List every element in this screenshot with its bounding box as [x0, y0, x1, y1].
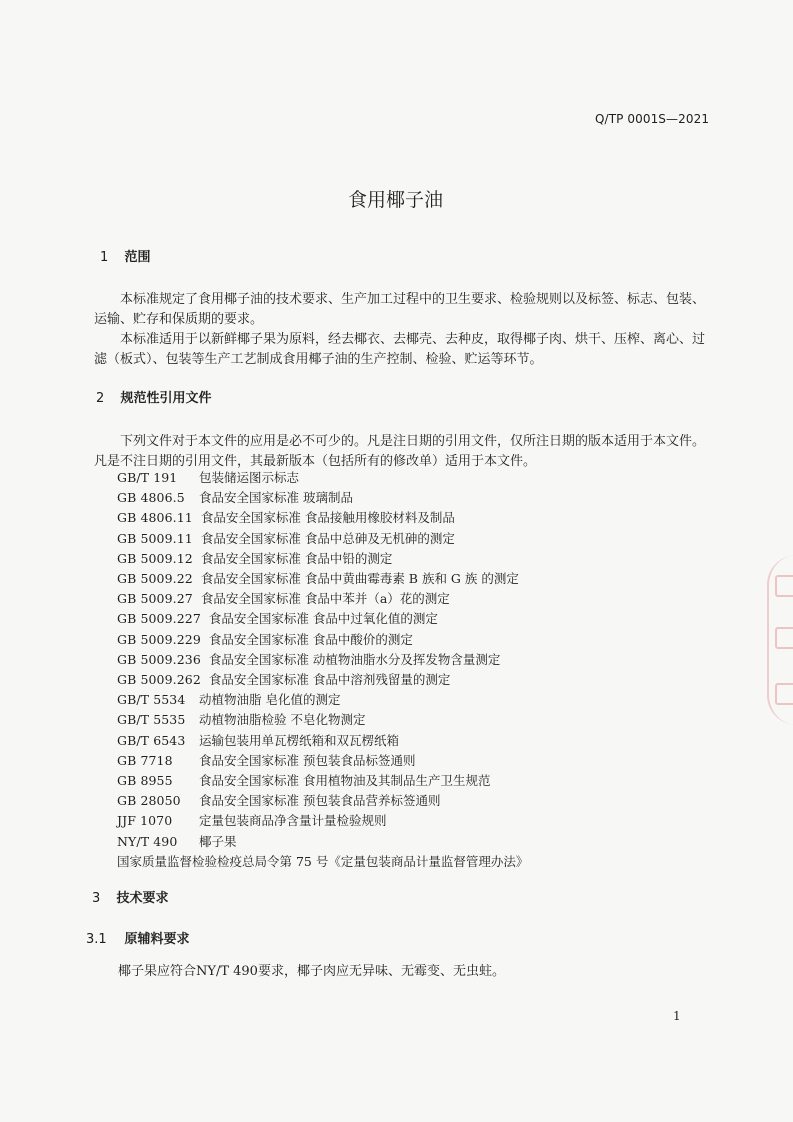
reference-code: GB 5009.12 — [117, 550, 193, 566]
reference-code: GB/T 191 — [117, 470, 178, 485]
section-title: 规范性引用文件 — [120, 391, 212, 406]
section-number: 3 — [92, 891, 101, 906]
reference-title: 运输包装用单瓦楞纸箱和双瓦楞纸箱 — [199, 732, 400, 748]
reference-code: GB/T 5534 — [117, 692, 186, 708]
reference-code: GB 5009.22 — [117, 571, 193, 587]
reference-item — [117, 731, 528, 751]
section-number: 1 — [100, 250, 109, 265]
reference-item — [117, 488, 528, 508]
reference-code: GB 8955 — [117, 773, 173, 789]
reference-code: GB 5009.11 — [117, 530, 193, 546]
reference-code: NY/T 490 — [117, 833, 178, 849]
reference-title: 定量包装商品净含量计量检验规则 — [199, 813, 387, 829]
reference-title: 食品安全国家标准 食品中苯并（a）花的测定 — [200, 591, 450, 607]
reference-item — [117, 589, 528, 609]
reference-title: 动植物油脂检验 不皂化物测定 — [199, 712, 366, 728]
reference-item — [117, 468, 528, 488]
reference-code: JJF 1070 — [117, 813, 173, 829]
section-title: 范围 — [124, 250, 151, 265]
reference-title: 包装储运图示标志 — [199, 470, 300, 485]
reference-title: 食品安全国家标准 食品中总砷及无机砷的测定 — [200, 530, 455, 546]
reference-title: 食品安全国家标准 食品中溶剂残留量的测定 — [208, 672, 451, 688]
reference-item — [117, 791, 528, 811]
reference-code: GB 5009.229 — [117, 631, 201, 647]
stamp-mark — [775, 627, 793, 649]
page-number: 1 — [673, 1009, 681, 1023]
reference-item — [117, 832, 528, 852]
reference-code: GB 7718 — [117, 752, 173, 768]
reference-item — [117, 670, 528, 690]
reference-extra: 国家质量监督检验检疫总局令第 75 号《定量包装商品计量监督管理办法》 — [117, 853, 529, 869]
reference-title: 食品安全国家标准 食品中酸价的测定 — [208, 631, 413, 647]
reference-item — [117, 811, 528, 831]
section-heading-technical — [92, 887, 169, 906]
reference-code: GB 5009.262 — [117, 672, 201, 688]
subsection-title: 原辅料要求 — [124, 932, 190, 947]
reference-title: 食品安全国家标准 玻璃制品 — [199, 490, 353, 506]
reference-title: 食品安全国家标准 预包装食品营养标签通则 — [199, 793, 441, 809]
reference-code: GB 28050 — [117, 793, 181, 809]
references-intro: 下列文件对于本文件的应用是必不可少的。凡是注日期的引用文件，仅所注日期的版本适用于本文件。凡是不注日期的引用文件，其最新版本（包括所有的修改单）适用于本文件。 — [94, 434, 706, 469]
reference-item — [117, 549, 528, 569]
reference-list — [117, 468, 528, 872]
scope-paragraph-1: 本标准规定了食用椰子油的技术要求、生产加工过程中的卫生要求、检验规则以及标签、标志、包装、运输、贮存和保质期的要求。 — [94, 292, 706, 327]
section-heading-scope — [100, 246, 151, 265]
reference-title: 食品安全国家标准 食品中黄曲霉毒素 B 族和 G 族 的测定 — [200, 571, 519, 587]
reference-title: 动植物油脂 皂化值的测定 — [199, 692, 341, 708]
subsection-number: 3.1 — [86, 932, 107, 947]
reference-item — [117, 569, 528, 589]
section-title: 技术要求 — [116, 891, 169, 906]
section-number: 2 — [96, 391, 105, 406]
reference-title: 食品安全国家标准 动植物油脂水分及挥发物含量测定 — [208, 651, 501, 667]
reference-item — [117, 508, 528, 528]
scope-paragraph-2: 本标准适用于以新鲜椰子果为原料，经去椰衣、去椰壳、去种皮，取得椰子肉、烘干、压榨、离心、过滤（板式）、包装等生产工艺制成食用椰子油的生产控制、检验、贮运等环节。 — [94, 332, 706, 367]
standard-code: Q/TP 0001S—2021 — [595, 112, 710, 126]
reference-title: 食品安全国家标准 食用植物油及其制品生产卫生规范 — [199, 773, 491, 789]
reference-code: GB 5009.227 — [117, 611, 201, 627]
reference-title: 食品安全国家标准 食品中铅的测定 — [200, 550, 393, 566]
reference-code: GB 4806.11 — [117, 510, 193, 526]
reference-item — [117, 751, 528, 771]
seal-stamp — [767, 555, 793, 725]
reference-code: GB 4806.5 — [117, 490, 185, 506]
reference-title: 椰子果 — [199, 833, 237, 849]
reference-title: 食品安全国家标准 预包装食品标签通则 — [199, 752, 416, 768]
reference-title: 食品安全国家标准 食品接触用橡胶材料及制品 — [200, 510, 455, 526]
subsection-heading-materials — [86, 928, 190, 947]
reference-code: GB 5009.27 — [117, 591, 193, 607]
reference-item — [117, 609, 528, 629]
reference-code: GB/T 5535 — [117, 712, 186, 728]
materials-paragraph: 椰子果应符合NY/T 490要求，椰子肉应无异味、无霉变、无虫蛀。 — [118, 964, 505, 979]
reference-code: GB 5009.236 — [117, 651, 201, 667]
stamp-mark — [775, 683, 793, 705]
reference-item — [117, 650, 528, 670]
stamp-mark — [775, 575, 793, 597]
reference-item — [117, 690, 528, 710]
reference-title: 食品安全国家标准 食品中过氧化值的测定 — [208, 611, 438, 627]
reference-code: GB/T 6543 — [117, 732, 186, 748]
reference-item — [117, 771, 528, 791]
reference-item — [117, 630, 528, 650]
section-heading-references — [96, 387, 212, 406]
reference-item — [117, 710, 528, 730]
document-title: 食用椰子油 — [348, 189, 444, 211]
reference-item — [117, 529, 528, 549]
